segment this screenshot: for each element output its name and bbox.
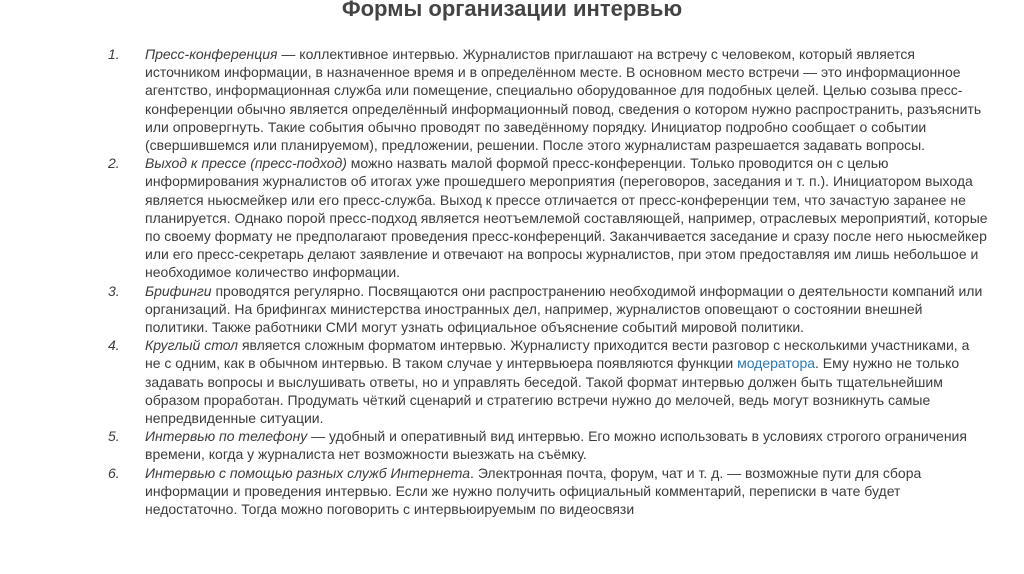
list-item-term: Круглый стол (145, 337, 239, 354)
list-item-number: 4. (108, 337, 120, 354)
list-item-text: . Электронная почта, форум, чат и т. д. — возможные пути для сбора информации и проведения интервью. Если же нужно получить официальный комментарий, переписки в чате будет недостаточно. Тогда можно поговорить с интервьюируемым по видеосвязи (145, 464, 922, 518)
list-item-term: Интервью по телефону (145, 428, 308, 445)
list-item-term: Брифинги (145, 282, 212, 299)
list-item-internet-interview (108, 464, 988, 519)
slide-title: Формы организации интервью (341, 0, 683, 21)
list-item-text: — коллективное интервью. Журналистов приглашают на встречу с человеком, который является источником информации, в назначенное время и в определённом месте. В основном место встречи — это информационное агентство, информационная служба или помещение, специально оборудованное для подобных целей. Целью созыва пресс-конференции обычно является определённый информационный повод, сведения о котором нужно распространить, разъяснить или опровергнуть. Такие события обычно проводят по заведённому порядку. Инициатор подробно сообщает о событии (свершившемся или планируемом), предложении, решении. После этого журналистам разрешается задавать вопросы. (145, 46, 982, 154)
list-item-text-after-link: . Ему нужно не только задавать вопросы и выслушивать ответы, но и управлять беседой. Такой формат интервью должен быть тщательнейшим образом проработан. Продумать чёткий сценарий и стратегию встречи нужно до мелочей, ведь могут возникнуть самые непредвиденные ситуации. (145, 355, 960, 427)
list-item-briefings (108, 282, 988, 337)
list-item-round-table (108, 336, 988, 427)
list-item-term: Пресс-конференция (145, 46, 278, 62)
list-item-number: 6. (108, 464, 120, 481)
list-item-press-conference (108, 45, 988, 154)
list-item-text: можно назвать малой формой пресс-конференции. Только проводится он с целью информирования журналистов об итогах уже прошедшего мероприятия (переговоров, заседания и т. п.). Инициатором выхода является ньюсмейкер или его пресс-служба. Выход к прессе отличается от пресс-конференции тем, что зачастую заранее не планируется. Однако порой пресс-подход является неотъемлемой составляющей, например, отраслевых мероприятий, которые по своему формату не предполагают проведения пресс-конференций. Заканчивается заседание и сразу после него ньюсмейкер или его пресс-секретарь делают заявление и отвечают на вопросы журналистов, при этом предоставляя им лишь небольшое и необходимое количество информации. (145, 155, 988, 281)
list-item-number: 1. (108, 46, 120, 62)
list-item-term: Выход к прессе (пресс-подход) (145, 155, 347, 172)
list-item-phone-interview (108, 427, 988, 463)
list-item-number: 3. (108, 282, 120, 299)
list-item-number: 2. (108, 155, 120, 172)
list-item-number: 5. (108, 428, 120, 445)
list-item-text-before-link: является сложным форматом интервью. Журналисту приходится вести разговор с несколькими участниками, а не с одним, как в обычном интервью. В таком случае у интервьюера появляются функции (145, 337, 970, 372)
moderator-link[interactable]: модератора (737, 355, 816, 372)
list-item-text: проводятся регулярно. Посвящаются они распространению необходимой информации о деятельности компаний или организаций. На брифингах министерства иностранных дел, например, журналистов оповещают о состоянии внешней политики. Также работники СМИ могут узнать официальное объяснение событий мировой политики. (145, 282, 983, 336)
list-item-press-approach (108, 154, 988, 281)
list-item-text: — удобный и оперативный вид интервью. Его можно использовать в условиях строгого ограничения времени, когда у журналиста нет возможности выезжать на съёмку. (145, 428, 967, 463)
interview-forms-list (108, 45, 988, 518)
list-item-term: Интервью с помощью разных служб Интернета (145, 464, 471, 481)
